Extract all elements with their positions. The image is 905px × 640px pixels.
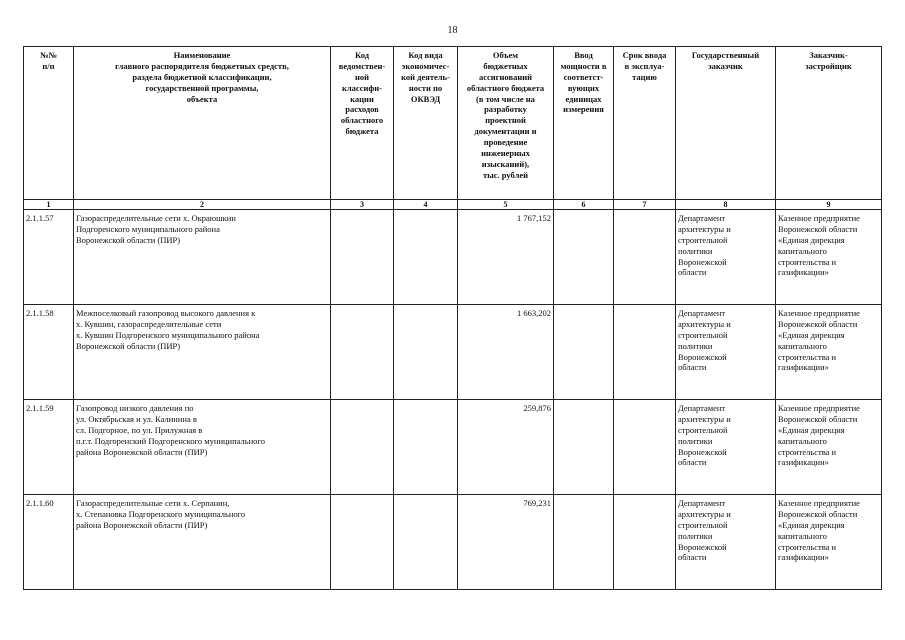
object-name: Межпоселковый газопровод высокого давления к х. Кувшин, газораспределительные сети х. Кувшин Подгоренского муниципального района Воронежской области (ПИР) [74,305,331,400]
state-customer: Департамент архитектуры и строительной политики Воронежской области [676,305,776,400]
table-row [24,305,882,400]
column-number: 6 [554,200,614,210]
page-number: 18 [447,25,458,36]
table-row [24,210,882,305]
budget-table [23,46,882,590]
budget-amount: 1 767,152 [458,210,554,305]
header-term: Срок ввода в эксплуа- тацию [614,47,676,200]
budget-amount: 259,876 [458,400,554,495]
row-number: 2.1.1.59 [24,400,74,495]
customer-developer: Казенное предприятие Воронежской области «Единая дирекция капитального строительства и газификации» [776,495,882,590]
kvr-code [331,400,394,495]
column-number: 1 [24,200,74,210]
column-number: 2 [74,200,331,210]
kvr-code [331,210,394,305]
commissioning-term [614,210,676,305]
capacity [554,495,614,590]
column-number: 3 [331,200,394,210]
okved-code [394,305,458,400]
okved-code [394,210,458,305]
kvr-code [331,495,394,590]
column-number: 9 [776,200,882,210]
table-row [24,400,882,495]
state-customer: Департамент архитектуры и строительной политики Воронежской области [676,495,776,590]
column-number: 5 [458,200,554,210]
commissioning-term [614,400,676,495]
object-name: Газораспределительные сети х. Серпанин, х. Степановка Подгоренского муниципального района Воронежской области (ПИР) [74,495,331,590]
column-number: 7 [614,200,676,210]
header-name: Наименование главного распорядителя бюджетных средств, раздела бюджетной классификации, государственной программы, объекта [74,47,331,200]
state-customer: Департамент архитектуры и строительной политики Воронежской области [676,210,776,305]
capacity [554,210,614,305]
column-number: 8 [676,200,776,210]
header-kvr: Код ведомствен- ной классифи- кации расходов областного бюджета [331,47,394,200]
commissioning-term [614,495,676,590]
okved-code [394,400,458,495]
object-name: Газораспределительные сети х. Окраюшкин Подгоренского муниципального района Воронежской области (ПИР) [74,210,331,305]
header-amount: Объем бюджетных ассигнований областного бюджета (в том числе на разработку проектной документации и проведение инженерных изысканий), тыс. рублей [458,47,554,200]
state-customer: Департамент архитектуры и строительной политики Воронежской области [676,400,776,495]
header-customer: Государственный заказчик [676,47,776,200]
kvr-code [331,305,394,400]
table-row [24,495,882,590]
header-row [24,47,882,200]
customer-developer: Казенное предприятие Воронежской области «Единая дирекция капитального строительства и газификации» [776,210,882,305]
budget-amount: 769,231 [458,495,554,590]
customer-developer: Казенное предприятие Воронежской области «Единая дирекция капитального строительства и газификации» [776,400,882,495]
capacity [554,400,614,495]
row-number: 2.1.1.58 [24,305,74,400]
commissioning-term [614,305,676,400]
object-name: Газопровод низкого давления по ул. Октябрьская и ул. Калинина в сл. Подгорное, по ул. Прилужная в п.г.т. Подгоренский Подгоренского муниципального района Воронежской области (ПИР) [74,400,331,495]
okved-code [394,495,458,590]
row-number: 2.1.1.57 [24,210,74,305]
row-number: 2.1.1.60 [24,495,74,590]
budget-amount: 1 663,202 [458,305,554,400]
header-developer: Заказчик- застройщик [776,47,882,200]
header-okved: Код вида экономичес- кой деятель- ности по ОКВЭД [394,47,458,200]
header-capacity: Ввод мощности в соответст- вующих единицах измерения [554,47,614,200]
capacity [554,305,614,400]
column-number-row [24,200,882,210]
column-number: 4 [394,200,458,210]
header-num: №№ п/п [24,47,74,200]
customer-developer: Казенное предприятие Воронежской области «Единая дирекция капитального строительства и газификации» [776,305,882,400]
